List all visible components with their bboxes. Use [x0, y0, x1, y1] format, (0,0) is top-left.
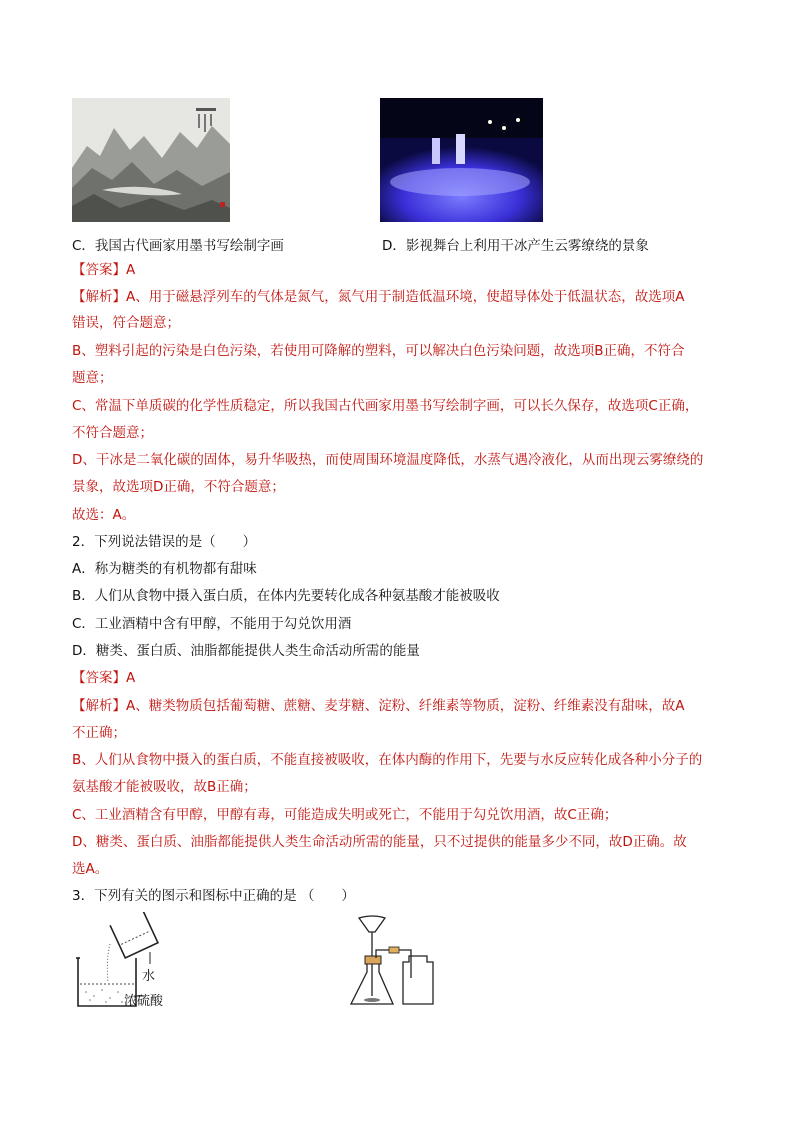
analysis-text: C、工业酒精含有甲醇，甲醇有毒，可能造成失明或死亡，不能用于勾兑饮用酒，故C正确；: [72, 807, 618, 823]
q2-analysis-line: [72, 697, 684, 715]
option-d-caption: D．影视舞台上利用干冰产生云雾缭绕的景象: [382, 238, 649, 254]
gas-apparatus-diagram: [345, 912, 445, 1012]
analysis-text: C、常温下单质碳的化学性质稳定，所以我国古代画家用墨书写绘制字画，可以长久保存，故选项C正确，: [72, 398, 699, 414]
analysis-text: A、用于磁悬浮列车的气体是氮气，氮气用于制造低温环境，使超导体处于低温状态，故选项A: [126, 289, 685, 305]
answer-tag: 【答案】: [72, 670, 126, 686]
analysis-tag: 【解析】: [72, 698, 126, 714]
analysis-text: 错误，符合题意；: [72, 315, 180, 331]
analysis-text: 题意；: [72, 370, 113, 386]
q1-answer-line: [72, 261, 135, 279]
answer-tag: 【答案】: [72, 262, 126, 278]
analysis-text: D、糖类、蛋白质、油脂都能提供人类生命活动所需的能量，只不过提供的能量多少不同，故D正确。故: [72, 834, 687, 850]
q2-option-a: A．称为糖类的有机物都有甜味: [72, 561, 257, 577]
q2-answer-line: [72, 669, 135, 687]
q2-option-c: C．工业酒精中含有甲醇，不能用于勾兑饮用酒: [72, 616, 352, 632]
label-water: 水: [142, 969, 156, 984]
stage-dry-ice-image: [380, 98, 543, 222]
analysis-text: B、塑料引起的污染是白色污染，若使用可降解的塑料，可以解决白色污染问题，故选项B正确，不符合: [72, 343, 685, 359]
q3-stem: 3．下列有关的图示和图标中正确的是 （ ）: [72, 888, 355, 904]
q1-analysis-line: [72, 288, 684, 306]
analysis-text: B、人们从食物中摄入的蛋白质，不能直接被吸收，在体内酶的作用下，先要与水反应转化成各种小分子的: [72, 752, 703, 768]
analysis-text: 氨基酸才能被吸收，故B正确；: [72, 779, 257, 795]
analysis-tag: 【解析】: [72, 289, 126, 305]
analysis-text: A、糖类物质包括葡萄糖、蔗糖、麦芽糖、淀粉、纤维素等物质，淀粉、纤维素没有甜味，故A: [126, 698, 685, 714]
answer-value: A: [126, 670, 136, 686]
analysis-text: 选A。: [72, 861, 109, 877]
analysis-text: 不符合题意；: [72, 425, 153, 441]
label-conc-sulfuric-acid: 浓硫酸: [124, 994, 164, 1009]
landscape-painting-image: [72, 98, 230, 222]
analysis-text: 景象，故选项D正确，不符合题意；: [72, 479, 285, 495]
q2-stem: 2．下列说法错误的是（ ）: [72, 534, 257, 550]
q2-option-b: B．人们从食物中摄入蛋白质，在体内先要转化成各种氨基酸才能被吸收: [72, 588, 500, 604]
analysis-text: 不正确；: [72, 725, 126, 741]
analysis-text: D、干冰是二氧化碳的固体，易升华吸热，而使周围环境温度降低，水蒸气遇冷液化，从而出现云雾缭绕的: [72, 452, 704, 468]
answer-value: A: [126, 262, 136, 278]
q2-option-d: D．糖类、蛋白质、油脂都能提供人类生命活动所需的能量: [72, 643, 420, 659]
analysis-text: 故选：A。: [72, 507, 136, 523]
option-c-caption: C．我国古代画家用墨书写绘制字画: [72, 238, 284, 254]
